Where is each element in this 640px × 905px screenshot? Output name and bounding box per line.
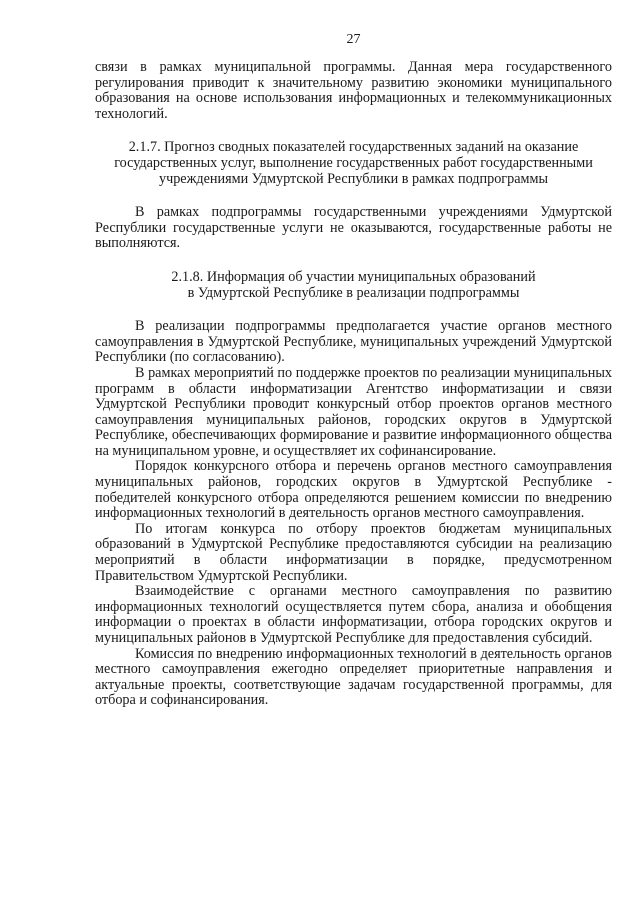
intro-paragraph: связи в рамках муниципальной программы. Данная мера государственного регулирования приводит к значительному развитию экономики муниципального образования на основе использования информационных и телекоммуникационных технологий. [95, 59, 612, 122]
section-2-1-8-heading [95, 270, 612, 301]
section-2-1-8-paragraph-6: Комиссия по внедрению информационных технологий в деятельность органов местного самоуправления ежегодно определяет приоритетные направления и актуальные проекты, соответствующие задачам государственной программы, для отбора и софинансирования. [95, 645, 612, 709]
section-2-1-8-paragraph-5: Взаимодействие с органами местного самоуправления по развитию информационных технологий осуществляется путем сбора, анализа и обобщения информации о проектах в области информатизации, отбора городских округов и муниципальных районов в Удмуртской Республике для предоставления субсидий. [95, 583, 612, 646]
section-2-1-8-heading-line1: 2.1.8. Информация об участии муниципальных образований [171, 268, 536, 285]
section-2-1-8-paragraph-1: В реализации подпрограммы предполагается участие органов местного самоуправления в Удмуртской Республике, муниципальных учреждений Удмуртской Республики (по согласованию). [95, 318, 612, 366]
section-2-1-7-heading: 2.1.7. Прогноз сводных показателей государственных заданий на оказание государственных услуг, выполнение государственных работ государственными учреждениями Удмуртской Республики в рамках подпрограммы [114, 139, 593, 187]
section-2-1-8-heading-line2: в Удмуртской Республике в реализации подпрограммы [187, 284, 520, 301]
section-2-1-8-paragraph-3: Порядок конкурсного отбора и перечень органов местного самоуправления муниципальных районов, городских округов в Удмуртской Республике - победителей конкурсного отбора определяются решением комиссии по внедрению информационных технологий в деятельность органов местного самоуправления. [95, 458, 612, 522]
section-2-1-8-paragraph-2: В рамках мероприятий по поддержке проектов по реализации муниципальных программ в области информатизации Агентство информатизации и связи Удмуртской Республики проводит конкурсный отбор проектов органов местного самоуправления муниципальных районов, городских округов в Удмуртской Республике, обеспечивающих формирование и развитие информационного общества на муниципальном уровне, и осуществляет их софинансирование. [95, 364, 612, 459]
section-2-1-8-paragraph-4: По итогам конкурса по отбору проектов бюджетам муниципальных образований в Удмуртской Республике предоставляются субсидии на реализацию мероприятий в области информатизации в порядке, предусмотренном Правительством Удмуртской Республики. [95, 520, 612, 584]
section-2-1-7-paragraph: В рамках подпрограммы государственными учреждениями Удмуртской Республики государственные услуги не оказываются, государственные работы не выполняются. [95, 204, 612, 252]
page-number: 27 [346, 32, 361, 47]
